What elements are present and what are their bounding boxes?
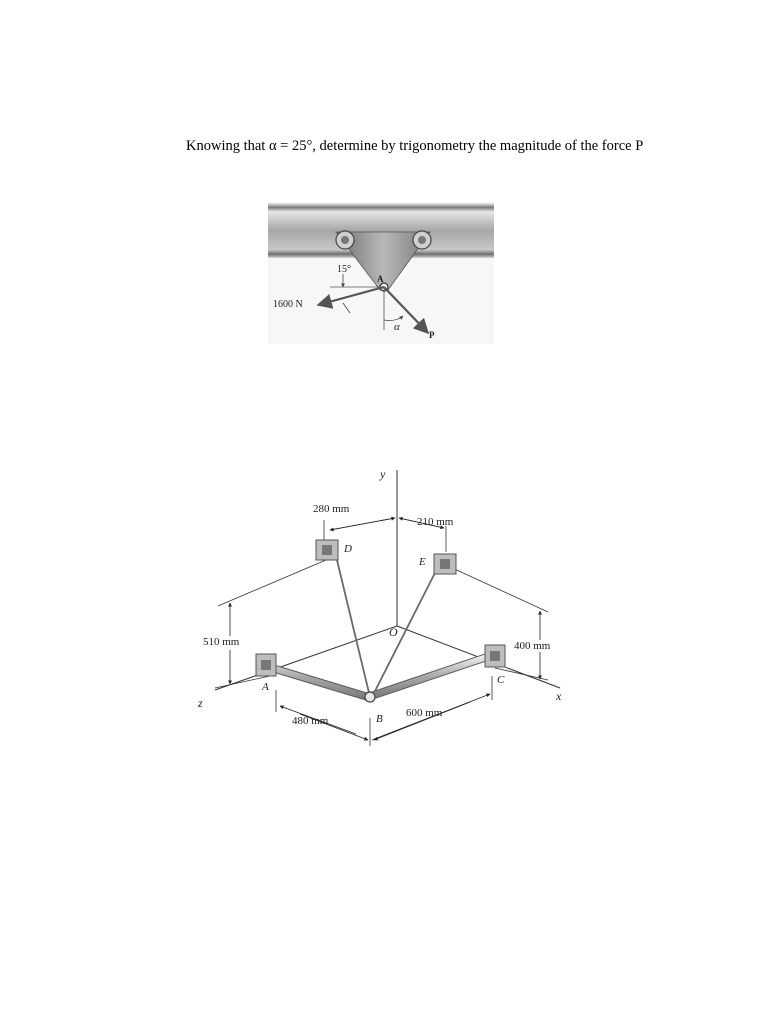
dim-400-label: 400 mm (514, 640, 551, 652)
point-b-label: B (376, 713, 383, 725)
dim-480-label: 480 mm (292, 715, 329, 727)
p-force-label: P (429, 330, 435, 340)
support-d (316, 540, 338, 560)
force-1600n-label: 1600 N (273, 299, 303, 310)
point-a2-label: A (262, 681, 269, 693)
cable-bd (336, 556, 370, 697)
x-axis-label: x (556, 689, 562, 703)
question-text: Knowing that α = 25°, determine by trigonometry the magnitude of the force P (186, 138, 644, 154)
dim-210-label: 210 mm (417, 516, 454, 528)
dim-510-label: 510 mm (203, 636, 240, 648)
angle-15-label: 15° (337, 264, 351, 275)
dim-600-label: 600 mm (406, 707, 443, 719)
y-axis-label: y (380, 467, 386, 481)
support-c (485, 645, 505, 667)
point-a-label: A (377, 274, 384, 284)
joint-b (365, 692, 375, 702)
dim-280-label: 280 mm (313, 503, 350, 515)
alpha-label: α (394, 321, 400, 333)
point-c-label: C (497, 674, 505, 686)
point-d-label: D (344, 543, 352, 555)
support-a (256, 654, 276, 676)
support-e (434, 554, 456, 574)
point-e-label: E (419, 556, 426, 568)
origin-label: O (389, 625, 398, 639)
z-axis-label: z (198, 696, 203, 710)
